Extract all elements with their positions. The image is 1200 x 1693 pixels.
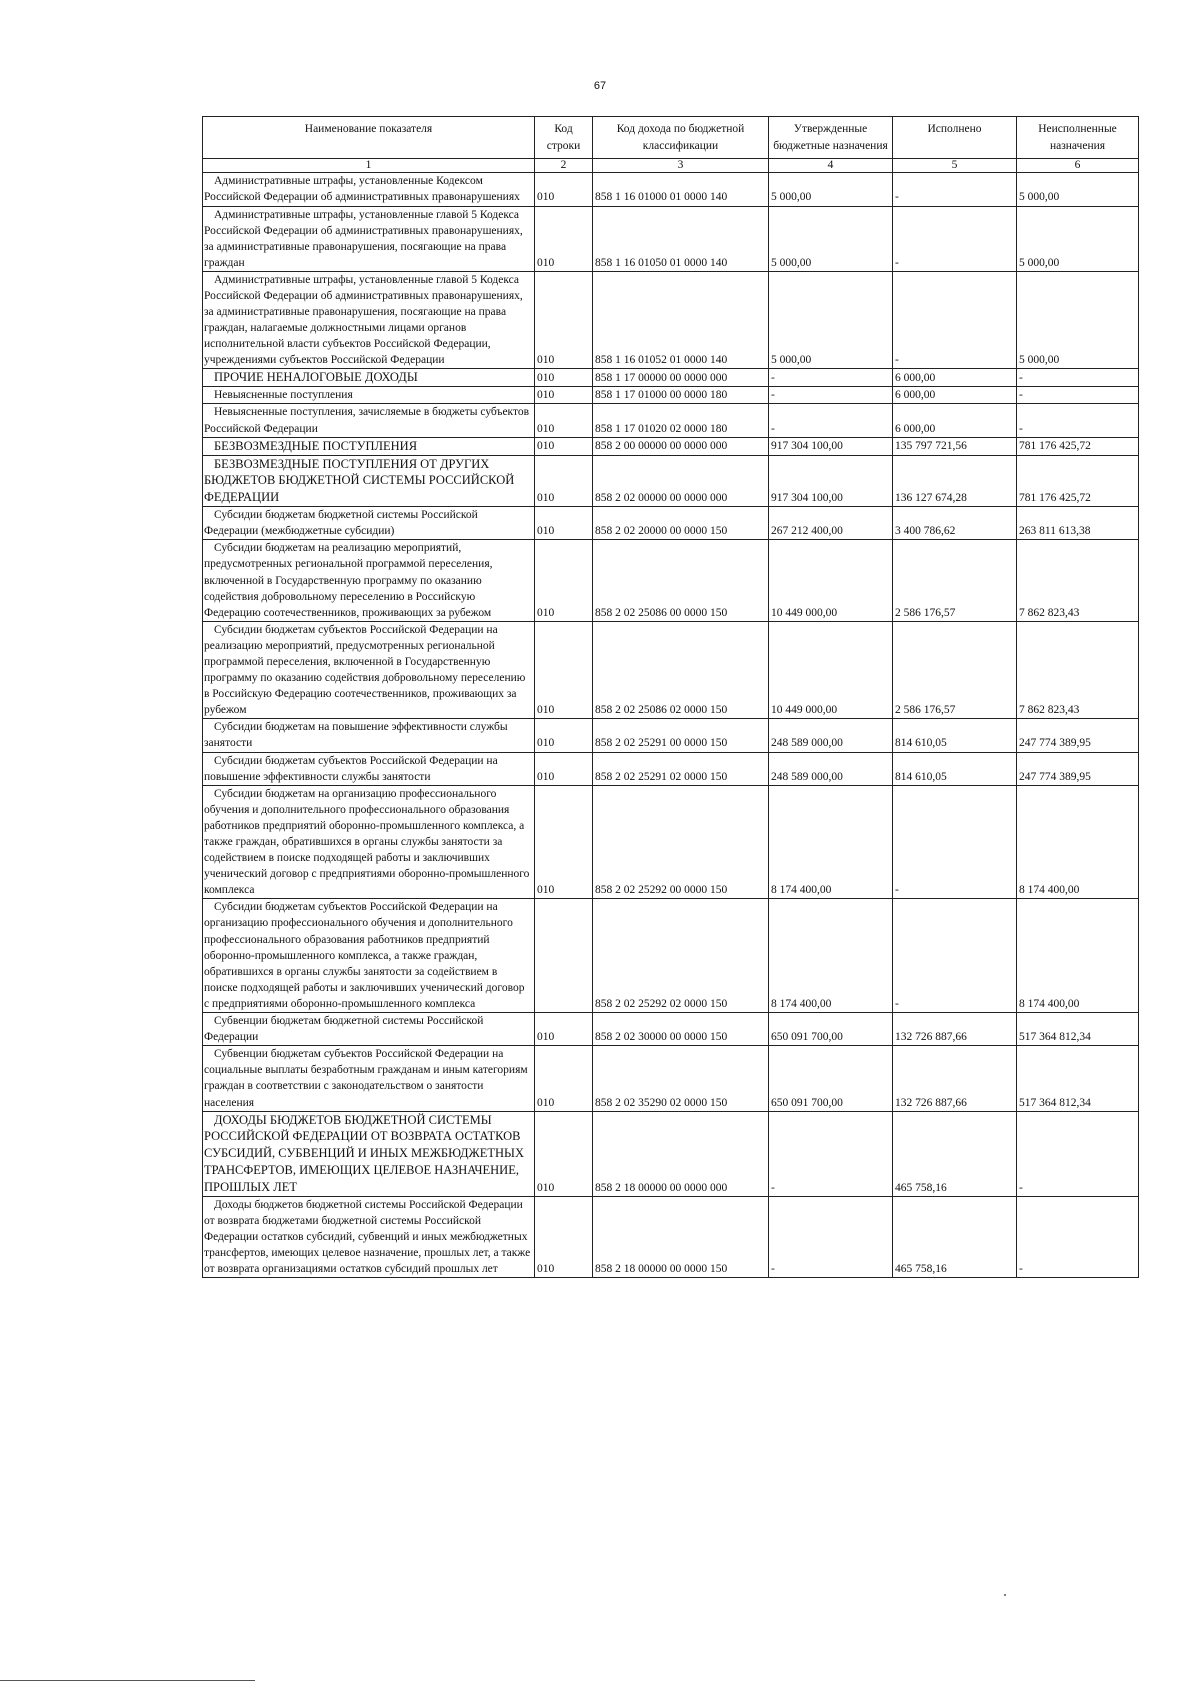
row-name-text: Субсидии бюджетам бюджетной системы Российской Федерации (межбюджетные субсидии): [204, 509, 478, 538]
column-number: 6: [1017, 159, 1139, 173]
row-executed: 6 000,00: [893, 387, 1017, 404]
row-approved: -: [769, 1111, 893, 1196]
table-row: [203, 455, 1139, 507]
row-unexecuted: 7 862 823,43: [1017, 540, 1139, 621]
row-unexecuted: 517 364 812,34: [1017, 1013, 1139, 1046]
row-approved: 650 091 700,00: [769, 1013, 893, 1046]
row-executed: -: [893, 173, 1017, 206]
row-name-text: Субвенции бюджетам бюджетной системы Российской Федерации: [204, 1015, 484, 1044]
header-line-code: Код строки: [535, 117, 593, 159]
table-row: [203, 206, 1139, 271]
footer-rule: [0, 1680, 255, 1681]
row-unexecuted: 5 000,00: [1017, 206, 1139, 271]
row-unexecuted: 263 811 613,38: [1017, 507, 1139, 540]
row-line-code: 010: [535, 1046, 593, 1111]
table-row: [203, 899, 1139, 1013]
row-line-code: 010: [535, 369, 593, 387]
row-name-text: Административные штрафы, установленные главой 5 Кодекса Российской Федерации об административных правонарушениях, за административные правонарушения, посягающие на права граждан: [204, 208, 523, 269]
row-name: [203, 621, 535, 719]
row-executed: -: [893, 899, 1017, 1013]
row-name-text: Невыясненные поступления: [214, 389, 353, 402]
row-executed: 814 610,05: [893, 719, 1017, 752]
row-income-code: 858 2 00 00000 00 0000 000: [593, 437, 769, 455]
row-unexecuted: -: [1017, 369, 1139, 387]
row-approved: 8 174 400,00: [769, 899, 893, 1013]
row-approved: -: [769, 369, 893, 387]
header-income-code: Код дохода по бюджетной классификации: [593, 117, 769, 159]
row-income-code: 858 2 02 20000 00 0000 150: [593, 507, 769, 540]
row-line-code: 010: [535, 404, 593, 437]
row-name-text: Субсидии бюджетам на реализацию мероприятий, предусмотренных региональной программой переселения, включенной в Государственную программу по оказанию содействия добровольному переселению в Российскую Федерацию соотечественников, проживающих за рубежом: [204, 542, 493, 619]
row-income-code: 858 1 16 01052 01 0000 140: [593, 271, 769, 369]
header-executed: Исполнено: [893, 117, 1017, 159]
row-approved: -: [769, 404, 893, 437]
row-executed: 132 726 887,66: [893, 1013, 1017, 1046]
row-name: [203, 404, 535, 437]
row-unexecuted: -: [1017, 387, 1139, 404]
row-name-text: Административные штрафы, установленные главой 5 Кодекса Российской Федерации об административных правонарушениях, за административные правонарушения, посягающие на права граждан, налагаемые должностными лицами органов исполнительной власти субъектов Российской Федерации, учреждениями субъектов Российской Федерации: [204, 273, 523, 367]
table-row: [203, 507, 1139, 540]
row-income-code: 858 2 02 25291 02 0000 150: [593, 752, 769, 785]
row-line-code: 010: [535, 1013, 593, 1046]
table-row: [203, 1196, 1139, 1277]
row-approved: 5 000,00: [769, 173, 893, 206]
row-name-text: Субсидии бюджетам на организацию профессионального обучения и дополнительного профессионального образования работников предприятий оборонно-промышленного комплекса, а также граждан, обратившихся в органы службы занятости за содействием в поиске подходящей работы и заключивших ученический договор с предприятиями оборонно-промышленного комплекса: [204, 787, 530, 897]
row-line-code: 010: [535, 540, 593, 621]
row-name: [203, 173, 535, 206]
row-unexecuted: 5 000,00: [1017, 271, 1139, 369]
row-approved: 10 449 000,00: [769, 621, 893, 719]
row-name: [203, 437, 535, 455]
row-executed: 3 400 786,62: [893, 507, 1017, 540]
row-approved: 650 091 700,00: [769, 1046, 893, 1111]
row-name: [203, 540, 535, 621]
row-name-text: Субсидии бюджетам субъектов Российской Федерации на организацию профессионального обучения и дополнительного профессионального образования работников предприятий оборонно-промышленного комплекса, а также граждан, обратившихся в органы службы занятости за содействием в поиске подходящей работы и заключивших ученический договор с предприятиями оборонно-промышленного комплекса: [204, 901, 525, 1010]
row-income-code: 858 1 17 01000 00 0000 180: [593, 387, 769, 404]
row-name-text: Субвенции бюджетам субъектов Российской Федерации на социальные выплаты безработным гражданам и иным категориям граждан в соответствии с законодательством о занятости населения: [204, 1048, 528, 1109]
row-income-code: 858 2 02 25292 02 0000 150: [593, 899, 769, 1013]
row-unexecuted: -: [1017, 404, 1139, 437]
table-row: [203, 369, 1139, 387]
row-unexecuted: 517 364 812,34: [1017, 1046, 1139, 1111]
row-income-code: 858 2 18 00000 00 0000 150: [593, 1196, 769, 1277]
row-name: [203, 369, 535, 387]
row-unexecuted: 8 174 400,00: [1017, 785, 1139, 899]
column-number: 4: [769, 159, 893, 173]
row-name-text: ДОХОДЫ БЮДЖЕТОВ БЮДЖЕТНОЙ СИСТЕМЫ РОССИЙСКОЙ ФЕДЕРАЦИИ ОТ ВОЗВРАТА ОСТАТКОВ СУБСИДИЙ, СУБВЕНЦИЙ И ИНЫХ МЕЖБЮДЖЕТНЫХ ТРАНСФЕРТОВ, ИМЕЮЩИХ ЦЕЛЕВОЕ НАЗНАЧЕНИЕ, ПРОШЛЫХ ЛЕТ: [204, 1112, 524, 1195]
row-executed: 6 000,00: [893, 404, 1017, 437]
row-income-code: 858 2 02 35290 02 0000 150: [593, 1046, 769, 1111]
column-number: 2: [535, 159, 593, 173]
row-income-code: 858 1 16 01050 01 0000 140: [593, 206, 769, 271]
scan-speck: [1004, 1594, 1006, 1596]
row-line-code: 010: [535, 1111, 593, 1196]
row-approved: 10 449 000,00: [769, 540, 893, 621]
row-income-code: 858 2 02 25086 00 0000 150: [593, 540, 769, 621]
row-income-code: 858 2 02 30000 00 0000 150: [593, 1013, 769, 1046]
row-line-code: [535, 899, 593, 1013]
row-unexecuted: 8 174 400,00: [1017, 899, 1139, 1013]
table-body: [203, 173, 1139, 1278]
row-income-code: 858 2 02 00000 00 0000 000: [593, 455, 769, 507]
table-row: [203, 785, 1139, 899]
table-row: [203, 719, 1139, 752]
row-name: [203, 1013, 535, 1046]
row-executed: 6 000,00: [893, 369, 1017, 387]
row-approved: 267 212 400,00: [769, 507, 893, 540]
row-name: [203, 455, 535, 507]
budget-income-table: [202, 116, 1139, 1278]
row-income-code: 858 2 02 25086 02 0000 150: [593, 621, 769, 719]
row-unexecuted: 247 774 389,95: [1017, 719, 1139, 752]
row-name-text: Субсидии бюджетам субъектов Российской Федерации на реализацию мероприятий, предусмотренных региональной программой переселения, включенной в Государственную программу по оказанию содействия добровольному переселению в Российскую Федерацию соотечественников, проживающих за рубежом: [204, 623, 526, 717]
row-executed: -: [893, 271, 1017, 369]
row-income-code: 858 2 02 25292 00 0000 150: [593, 785, 769, 899]
row-unexecuted: -: [1017, 1196, 1139, 1277]
row-name-text: Субсидии бюджетам на повышение эффективности службы занятости: [204, 721, 508, 750]
table-row: [203, 404, 1139, 437]
row-line-code: 010: [535, 719, 593, 752]
row-line-code: 010: [535, 752, 593, 785]
row-name: [203, 1111, 535, 1196]
row-name-text: Субсидии бюджетам субъектов Российской Федерации на повышение эффективности службы занятости: [204, 754, 498, 783]
row-approved: 917 304 100,00: [769, 455, 893, 507]
row-approved: 5 000,00: [769, 206, 893, 271]
row-executed: -: [893, 206, 1017, 271]
table-row: [203, 1111, 1139, 1196]
row-income-code: 858 2 18 00000 00 0000 000: [593, 1111, 769, 1196]
row-executed: 2 586 176,57: [893, 621, 1017, 719]
table-row: [203, 387, 1139, 404]
row-approved: -: [769, 387, 893, 404]
row-unexecuted: 5 000,00: [1017, 173, 1139, 206]
table-row: [203, 173, 1139, 206]
row-executed: 132 726 887,66: [893, 1046, 1017, 1111]
row-name-text: БЕЗВОЗМЕЗДНЫЕ ПОСТУПЛЕНИЯ: [214, 438, 418, 453]
row-approved: 8 174 400,00: [769, 785, 893, 899]
row-name: [203, 785, 535, 899]
row-income-code: 858 1 16 01000 01 0000 140: [593, 173, 769, 206]
column-number: 1: [203, 159, 535, 173]
row-executed: 2 586 176,57: [893, 540, 1017, 621]
table-row: [203, 1013, 1139, 1046]
table-row: [203, 1046, 1139, 1111]
table-row: [203, 437, 1139, 455]
row-line-code: 010: [535, 173, 593, 206]
row-name: [203, 387, 535, 404]
row-name: [203, 899, 535, 1013]
table-row: [203, 540, 1139, 621]
page-number: 67: [593, 80, 607, 92]
table-row: [203, 752, 1139, 785]
column-number-row: [203, 159, 1139, 173]
row-name: [203, 206, 535, 271]
row-line-code: 010: [535, 455, 593, 507]
row-name-text: Доходы бюджетов бюджетной системы Российской Федерации от возврата бюджетами бюджетной системы Российской Федерации остатков субсидий, субвенций и иных межбюджетных трансфертов, имеющих целевое назначение, прошлых лет, а также от возврата организациями остатков субсидий прошлых лет: [204, 1198, 531, 1276]
header-row: [203, 117, 1139, 159]
header-indicator-name: Наименование показателя: [203, 117, 535, 159]
table-row: [203, 621, 1139, 719]
header-unexecuted: Неисполненные назначения: [1017, 117, 1139, 159]
row-unexecuted: 781 176 425,72: [1017, 455, 1139, 507]
row-unexecuted: -: [1017, 1111, 1139, 1196]
row-approved: 248 589 000,00: [769, 752, 893, 785]
row-line-code: 010: [535, 387, 593, 404]
row-income-code: 858 1 17 01020 02 0000 180: [593, 404, 769, 437]
row-name: [203, 1046, 535, 1111]
row-executed: 136 127 674,28: [893, 455, 1017, 507]
row-line-code: 010: [535, 437, 593, 455]
row-income-code: 858 2 02 25291 00 0000 150: [593, 719, 769, 752]
row-name: [203, 752, 535, 785]
row-unexecuted: 247 774 389,95: [1017, 752, 1139, 785]
row-name: [203, 507, 535, 540]
row-line-code: 010: [535, 1196, 593, 1277]
row-approved: 248 589 000,00: [769, 719, 893, 752]
row-name-text: Административные штрафы, установленные Кодексом Российской Федерации об административных правонарушениях: [204, 175, 520, 204]
row-unexecuted: 781 176 425,72: [1017, 437, 1139, 455]
row-line-code: 010: [535, 206, 593, 271]
row-name-text: ПРОЧИЕ НЕНАЛОГОВЫЕ ДОХОДЫ: [214, 370, 418, 385]
row-name: [203, 719, 535, 752]
row-line-code: 010: [535, 785, 593, 899]
row-line-code: 010: [535, 621, 593, 719]
row-name: [203, 271, 535, 369]
row-name-text: Невыясненные поступления, зачисляемые в бюджеты субъектов Российской Федерации: [204, 406, 530, 435]
row-unexecuted: 7 862 823,43: [1017, 621, 1139, 719]
row-name-text: БЕЗВОЗМЕЗДНЫЕ ПОСТУПЛЕНИЯ ОТ ДРУГИХ БЮДЖЕТОВ БЮДЖЕТНОЙ СИСТЕМЫ РОССИЙСКОЙ ФЕДЕРАЦИИ: [204, 456, 515, 505]
row-line-code: 010: [535, 507, 593, 540]
column-number: 5: [893, 159, 1017, 173]
row-executed: 465 758,16: [893, 1196, 1017, 1277]
row-executed: 465 758,16: [893, 1111, 1017, 1196]
column-number: 3: [593, 159, 769, 173]
row-line-code: 010: [535, 271, 593, 369]
row-executed: 814 610,05: [893, 752, 1017, 785]
header-approved: Утвержденные бюджетные назначения: [769, 117, 893, 159]
row-income-code: 858 1 17 00000 00 0000 000: [593, 369, 769, 387]
row-executed: -: [893, 785, 1017, 899]
row-executed: 135 797 721,56: [893, 437, 1017, 455]
row-approved: 917 304 100,00: [769, 437, 893, 455]
table-row: [203, 271, 1139, 369]
row-approved: 5 000,00: [769, 271, 893, 369]
row-name: [203, 1196, 535, 1277]
row-approved: -: [769, 1196, 893, 1277]
